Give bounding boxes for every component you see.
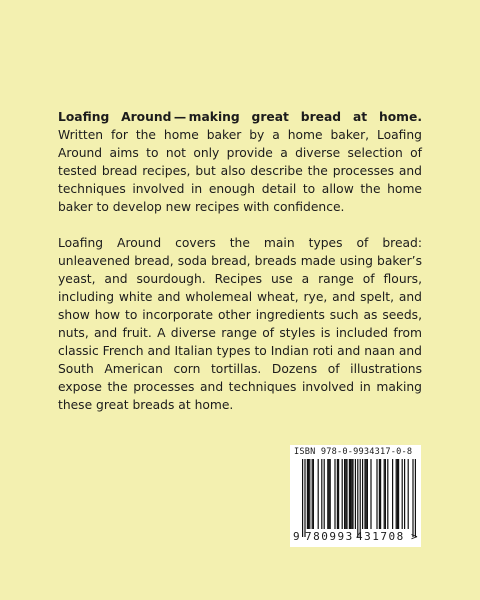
barcode-bar	[402, 459, 403, 529]
blurb-paragraph-1	[58, 108, 422, 216]
barcode-bar	[364, 459, 365, 529]
barcode-bar	[396, 459, 397, 529]
barcode-bar	[404, 459, 405, 529]
barcode-bar	[327, 459, 328, 529]
barcode-bar	[384, 459, 385, 529]
barcode-bar	[352, 459, 353, 529]
barcode-bar	[337, 459, 338, 529]
barcode-bar	[355, 459, 356, 529]
barcode-bar	[350, 459, 351, 529]
barcode-bar	[318, 459, 319, 529]
blurb-paragraph-1-body: Written for the home baker by a home baker, Loafing Around aims to not only provide a diverse selection of tested bread recipes, but also describe the processes and techniques involved in enough detail to allow the home baker to develop new recipes with confidence.	[58, 128, 422, 214]
barcode-bar	[324, 459, 325, 529]
barcode-guard-bar	[360, 459, 361, 537]
barcode-bar	[366, 459, 367, 529]
barcode-bar	[330, 459, 331, 529]
barcode-guard-bar	[412, 459, 413, 537]
barcode-left-group: 780993	[305, 530, 354, 543]
barcode-bar	[338, 459, 339, 529]
barcode-bar	[376, 459, 377, 529]
barcode-bar	[312, 459, 313, 529]
barcode-bar	[346, 459, 347, 529]
barcode-bar	[351, 459, 352, 529]
barcode-bar	[344, 459, 345, 529]
barcode-bar	[313, 459, 314, 529]
barcode-bars	[293, 459, 418, 539]
barcode-bar	[328, 459, 329, 529]
barcode-bar	[380, 459, 381, 529]
blurb-paragraph-2: Loafing Around covers the main types of bread: unleavened bread, soda bread, breads made using baker’s yeast, and sourdough. Recipes use a range of flours, including white and wholemeal wheat, rye, and spelt, and show how to incorporate other ingredients such as seeds, nuts, and fruit. A diverse range of styles is included from classic French and Italian types to Indian roti and naan and South American corn tortillas. Dozens of illustrations expose the processes and techniques involved in making these great breads at home.	[58, 236, 422, 412]
barcode-digits	[290, 530, 421, 546]
barcode-bar	[345, 459, 346, 529]
barcode-guard-bar	[304, 459, 305, 537]
barcode-guard-bar	[357, 459, 358, 537]
barcode-bar	[379, 459, 380, 529]
barcode-bar	[362, 459, 363, 529]
barcode-bar	[370, 459, 371, 529]
barcode-bar	[321, 459, 322, 529]
barcode-bar	[408, 459, 409, 529]
barcode-bar	[334, 459, 335, 529]
barcode-bar	[392, 459, 393, 529]
barcode-bar	[397, 459, 398, 529]
barcode-guard-bar	[415, 459, 416, 537]
barcode-number-system: 9	[293, 530, 300, 543]
barcode-quiet-mark: >	[411, 530, 418, 543]
barcode-bar	[349, 459, 350, 529]
barcode-bar	[398, 459, 399, 529]
barcode-bar	[367, 459, 368, 529]
blurb-title: Loafing Around — making great bread at home.	[58, 110, 422, 124]
isbn-barcode	[290, 445, 421, 547]
barcode-bar	[308, 459, 309, 529]
blurb-text	[58, 108, 422, 432]
barcode-bar	[385, 459, 386, 529]
barcode-bar	[342, 459, 343, 529]
isbn-label: ISBN 978-0-9934317-0-8	[294, 447, 413, 457]
barcode-bar	[309, 459, 310, 529]
barcode-guard-bar	[302, 459, 303, 537]
barcode-bar	[307, 459, 308, 529]
barcode-right-group: 431708	[356, 530, 405, 543]
barcode-bar	[387, 459, 388, 529]
